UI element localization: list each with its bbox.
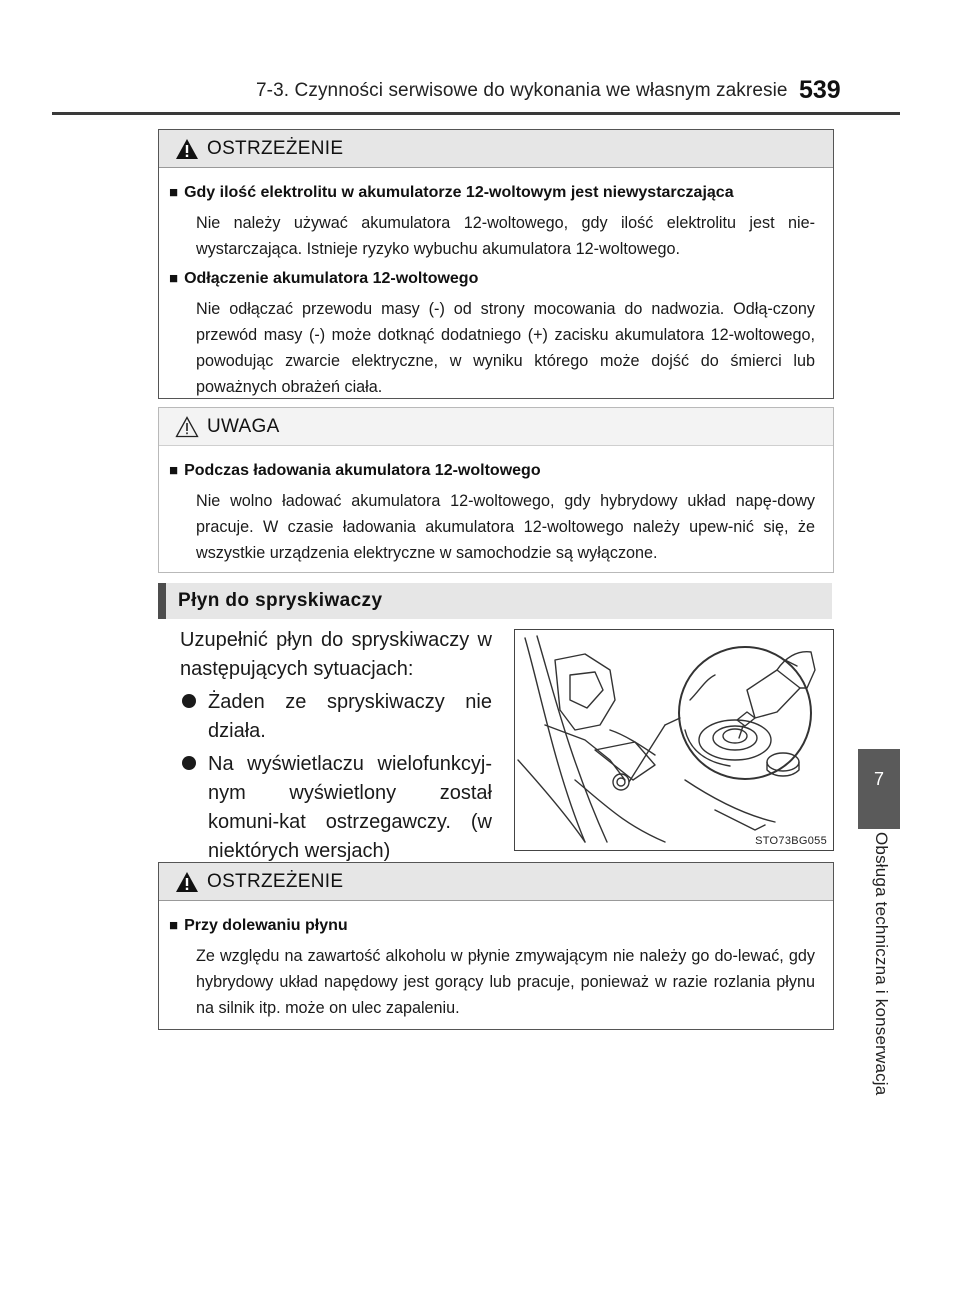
warning-box-battery [158,129,834,399]
bullet-dot-icon [182,694,196,708]
warning-box-washer-fluid [158,862,834,1030]
square-bullet-icon: ■ [169,270,179,287]
notice-box-header [159,408,833,446]
notice-box-body [159,446,833,584]
section-title: Płyn do spryskiwaczy [178,590,383,611]
square-bullet-icon: ■ [169,184,179,201]
running-header-title: 7-3. Czynności serwisowe do wykonania we własnym zakresie [256,80,788,101]
header-rule [52,112,900,115]
warning-box-body [159,901,833,1039]
chapter-tab [858,749,900,829]
warning-triangle-icon [175,871,199,893]
warning-item-text: Nie odłączać przewodu masy (-) od strony mocowania do nadwozia. Odłą-czony przewód masy (-) może dotknąć dodatniego (+) zacisku akumulatora 12-woltowego, powodując zwarcie elektryczne, w wyniku którego może dojść do śmierci lub poważnych obrażeń ciała. [196,300,815,396]
notice-item-title-text: Podczas ładowania akumulatora 12-woltowego [184,462,541,479]
bullet-text: Żaden ze spryskiwaczy nie działa. [208,691,492,742]
notice-heading: UWAGA [207,415,280,437]
warning-heading: OSTRZEŻENIE [207,870,344,892]
chapter-title: Obsługa techniczna i konserwacja [872,832,891,1096]
warning-item-title [169,917,815,935]
warning-heading: OSTRZEŻENIE [207,137,344,159]
notice-item-text: Nie wolno ładować akumulatora 12-woltowego, gdy hybrydowy układ napę-dowy pracuje. W czasie ładowania akumulatora 12-woltowego należy upew-nić się, że wszystkie urządzenia elektryczne w samochodzie są wyłączone. [196,492,815,562]
notice-item-title [169,462,815,480]
warning-item-title-text: Przy dolewaniu płynu [184,917,348,934]
chapter-title-vertical [859,832,899,1122]
square-bullet-icon: ■ [169,462,179,479]
bullet-text: Na wyświetlaczu wielofunkcyj-nym wyświetlony został komuni-kat ostrzegawczy. (w niektórych wersjach) [208,753,492,862]
warning-item-title-text: Gdy ilość elektrolitu w akumulatorze 12-woltowym jest niewystarczająca [184,184,734,201]
square-bullet-icon: ■ [169,917,179,934]
warning-item-title-text: Odłączenie akumulatora 12-woltowego [184,270,479,287]
section-header-washer-fluid [158,583,832,619]
page-number: 539 [799,76,841,104]
warning-box-header [159,130,833,168]
section-intro [180,626,492,870]
caution-triangle-outline-icon [175,416,199,438]
section-header-bar [158,583,166,619]
intro-text: Uzupełnić płyn do spryskiwaczy w następujących sytuacjach: [180,629,492,680]
bullet-item [180,688,492,746]
bullet-list [180,688,492,866]
warning-item-text: Nie należy używać akumulatora 12-woltowego, gdy ilość elektrolitu jest nie-wystarczająca. Istnieje ryzyko wybuchu akumulatora 12-woltowego. [196,214,815,258]
warning-item-title [169,270,815,288]
figure-code: STO73BG055 [755,835,827,847]
warning-box-body [159,168,833,418]
bullet-item [180,750,492,866]
warning-item-title [169,184,815,202]
engine-bay-drawing [515,630,833,850]
washer-fluid-illustration [514,629,834,851]
warning-box-header [159,863,833,901]
notice-box-charging [158,407,834,573]
warning-triangle-icon [175,138,199,160]
bullet-dot-icon [182,756,196,770]
chapter-number: 7 [873,769,884,789]
warning-item-text: Ze względu na zawartość alkoholu w płynie zmywającym nie należy go do-lewać, gdy hybrydowy układ napędowy jest gorący lub pracuje, ponieważ w razie rozlania płynu na silnik itp. może on ulec zapaleniu. [196,947,815,1017]
